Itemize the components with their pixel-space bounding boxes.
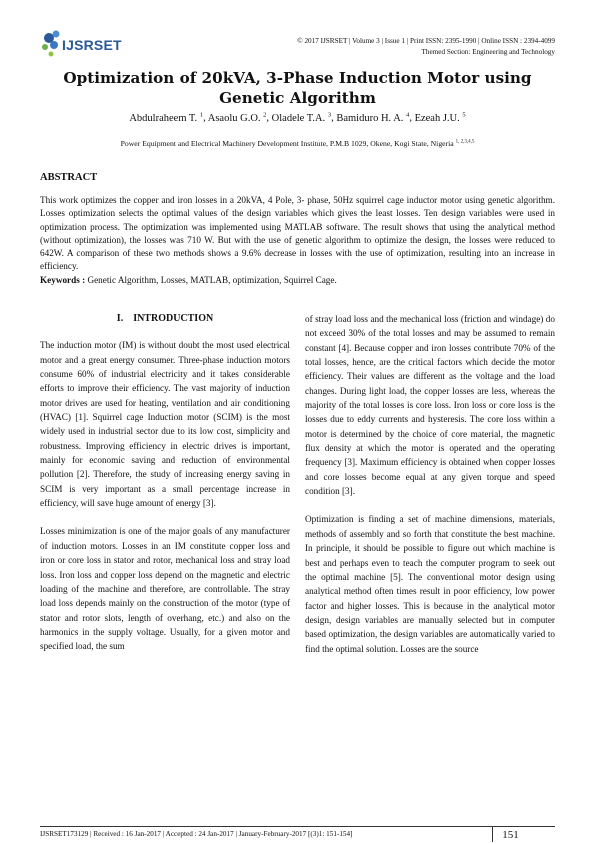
page-number: 151 bbox=[492, 826, 528, 842]
themed-section: Themed Section: Engineering and Technology bbox=[421, 48, 555, 56]
logo-text: IJSRSET bbox=[62, 37, 122, 53]
paper-title-line-1: Optimization of 20kVA, 3-Phase Induction Motor using bbox=[63, 69, 532, 87]
footer-divider bbox=[40, 826, 555, 827]
paragraph: Optimization is finding a set of machine dimensions, materials, methods of assembly and so forth that constitute the best machine. In principle, it should be possible to figure out which machine is best and perhaps even to teach the computer program to seek out the optimal machine [5]. The conventional motor design using analytical method often times result in poor efficiency, low power factor and higher losses. This is because in the analytical motor design, design variables are manually selected but in computer based optimization, the design variables are automatically varied to find the optimal solution. Losses are the source bbox=[305, 514, 555, 654]
journal-logo bbox=[40, 28, 132, 60]
journal-issn-line: © 2017 IJSRSET | Volume 3 | Issue 1 | Print ISSN: 2395-1990 | Online ISSN : 2394-4099 bbox=[297, 37, 555, 45]
keywords bbox=[40, 274, 555, 287]
keywords-text: Genetic Algorithm, Losses, MATLAB, optimization, Squirrel Cage. bbox=[87, 274, 337, 285]
section-heading-introduction: I. INTRODUCTION bbox=[116, 313, 214, 324]
abstract-body bbox=[40, 194, 555, 287]
abstract-heading: ABSTRACT bbox=[40, 172, 98, 183]
paragraph: The induction motor (IM) is without doubt the most used electrical motor and a great energy consumer. Three-phase induction motors consume 60% of industrial electricity and it takes considerable efforts to improve their efficiency. The vast majority of induction motor drives are used for heating, ventilation and air conditioning (HVAC) [1]. Squirrel cage Induction motor (SCIM) is the most widely used in industrial sector due to its low cost, simplicity and robustness. Improving efficiency in electric drives is important, mainly for economic saving and reduction of environmental pollution [2]. Therefore, the study of increasing energy saving in SCIM is very important as a small percentage increase in efficiency, will save huge amount of energy [3]. bbox=[40, 340, 290, 509]
author: Ezeah J.U. $^5$ bbox=[414, 111, 466, 124]
author-list: Abdulraheem T. $^1$, Asaolu G.O. $^2$, Oladele T.A. $^3$, Bamiduro H. A. $^4$, Ezeah J.U. $^5$ bbox=[129, 111, 466, 124]
footer-citation: IJSRSET173129 | Received : 16 Jan-2017 | Accepted : 24 Jan-2017 | January-February-2017 [(3)1: 151-154] bbox=[40, 830, 353, 838]
body-column-right bbox=[305, 312, 555, 656]
paragraph: Losses minimization is one of the major goals of any manufacturer of induction motors. Losses in an IM constitute copper loss and iron or core loss in stator and rotor, mechanical loss and stray load loss. Iron loss and copper loss depend on the magnetic and electric loading of the machine and therefore, are controllable. The stray load loss depends mainly on the construction of the motor (type of stator and rotor slots, length of overhang, etc.) and also on the harmonics in the supply voltage. Usually, for a given motor and specified load, the sum bbox=[40, 526, 290, 652]
author: Asaolu G.O. $^2$ bbox=[207, 111, 267, 124]
author: Bamiduro H. A. $^4$ bbox=[336, 111, 410, 124]
affiliation: Power Equipment and Electrical Machinery Development Institute, P.M.B 1029, Okene, Kogi State, Nigeria $^{1, 2,3,4,5}$ bbox=[120, 139, 475, 148]
paper-title-line-2: Genetic Algorithm bbox=[219, 89, 376, 107]
author: Oladele T.A. $^3$ bbox=[271, 111, 332, 124]
abstract-text: This work optimizes the copper and iron losses in a 20kVA, 4 Pole, 3- phase, 50Hz squirrel cage inductor motor using genetic algorithm. Losses optimization selects the optimal values of the design variables which gives the least losses. Ten design variables were used in optimization process. The optimization was implemented using MATLAB software. The result shows that using the analytical method (without optimization), the losses was 710 W. But with the use of genetic algorithm to optimize the design, the losses were reduced to 642W. A comparison of these two methods shows a 9.6% decrease in losses with the use of optimization, resulting into an increase in efficiency. bbox=[40, 195, 555, 272]
journal-meta bbox=[297, 36, 555, 58]
keywords-label: Keywords : bbox=[40, 274, 86, 285]
paragraph: of stray load loss and the mechanical loss (friction and windage) do not exceed 30% of the total losses and may be assumed to remain constant [4]. Because copper and iron losses contribute 70% of the total losses, hence, are the critical factors which decide the motor efficiency. Their values are different as the voltage and the load changes. During light load, the copper losses are less, whereas the majority of the total losses is core loss. Iron loss or core loss is the losses due to eddy currents and hysteresis. The core loss within a motor is determined by the choice of core material, the magnetic flux density at which the motor is operated and the operating frequency [3]. Maximum efficiency is obtained when copper losses and core losses become equal at any given torque and speed condition [3]. bbox=[305, 314, 555, 497]
paper-title bbox=[60, 68, 535, 108]
author: Abdulraheem T. $^1$ bbox=[129, 111, 204, 124]
body-column-left bbox=[40, 312, 290, 654]
